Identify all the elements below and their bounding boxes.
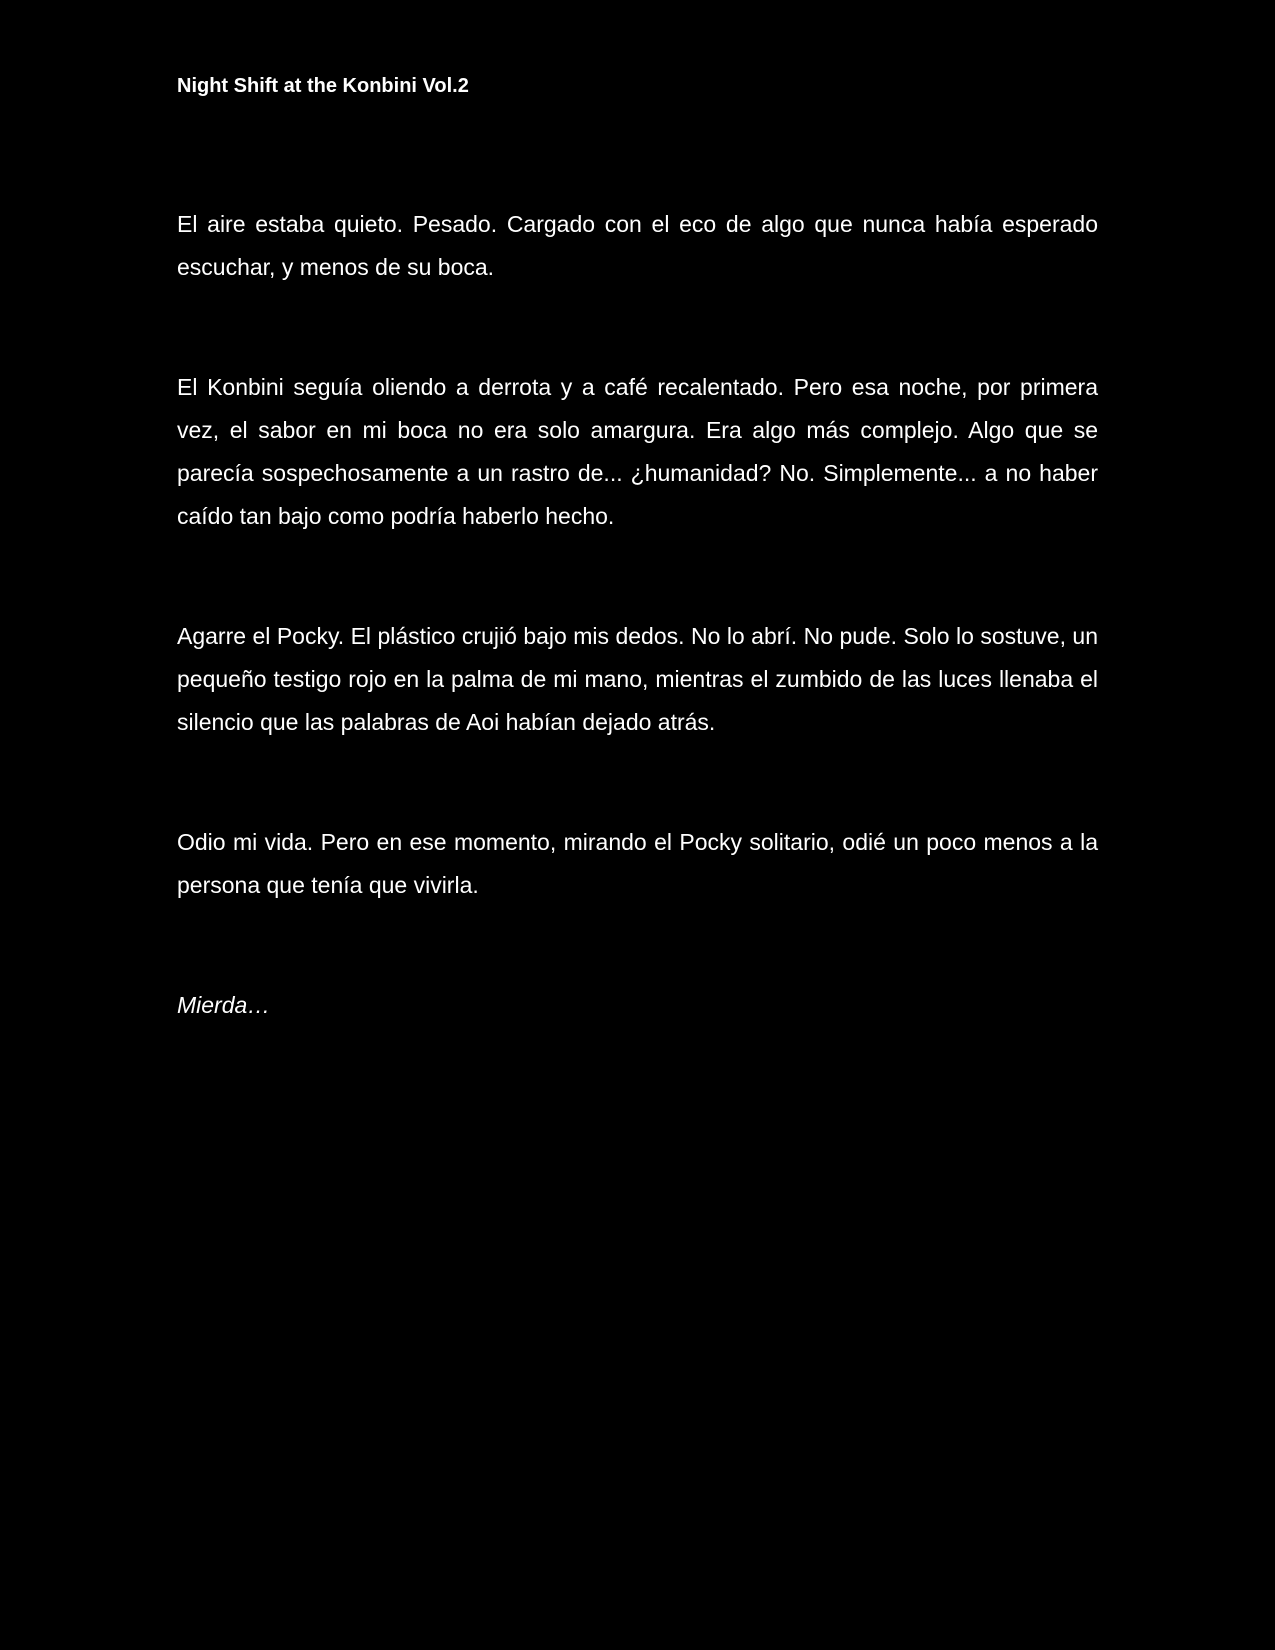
story-body xyxy=(177,203,1098,1027)
paragraph-1: El aire estaba quieto. Pesado. Cargado con el eco de algo que nunca había esperado escuchar, y menos de su boca. xyxy=(177,211,1098,280)
document-title: Night Shift at the Konbini Vol.2 xyxy=(177,75,469,97)
paragraph-3: Agarre el Pocky. El plástico crujió bajo mis dedos. No lo abrí. No pude. Solo lo sostuve, un pequeño testigo rojo en la palma de mi mano, mientras el zumbido de las luces llenaba el silencio que las palabras de Aoi habían dejado atrás. xyxy=(177,623,1098,735)
closing-line: Mierda… xyxy=(177,992,271,1018)
paragraph-4: Odio mi vida. Pero en ese momento, mirando el Pocky solitario, odié un poco menos a la persona que tenía que vivirla. xyxy=(177,829,1098,898)
paragraph-2: El Konbini seguía oliendo a derrota y a café recalentado. Pero esa noche, por primera vez, el sabor en mi boca no era solo amargura. Era algo más complejo. Algo que se parecía sospechosamente a un rastro de... ¿humanidad? No. Simplemente... a no haber caído tan bajo como podría haberlo hecho. xyxy=(177,374,1098,529)
